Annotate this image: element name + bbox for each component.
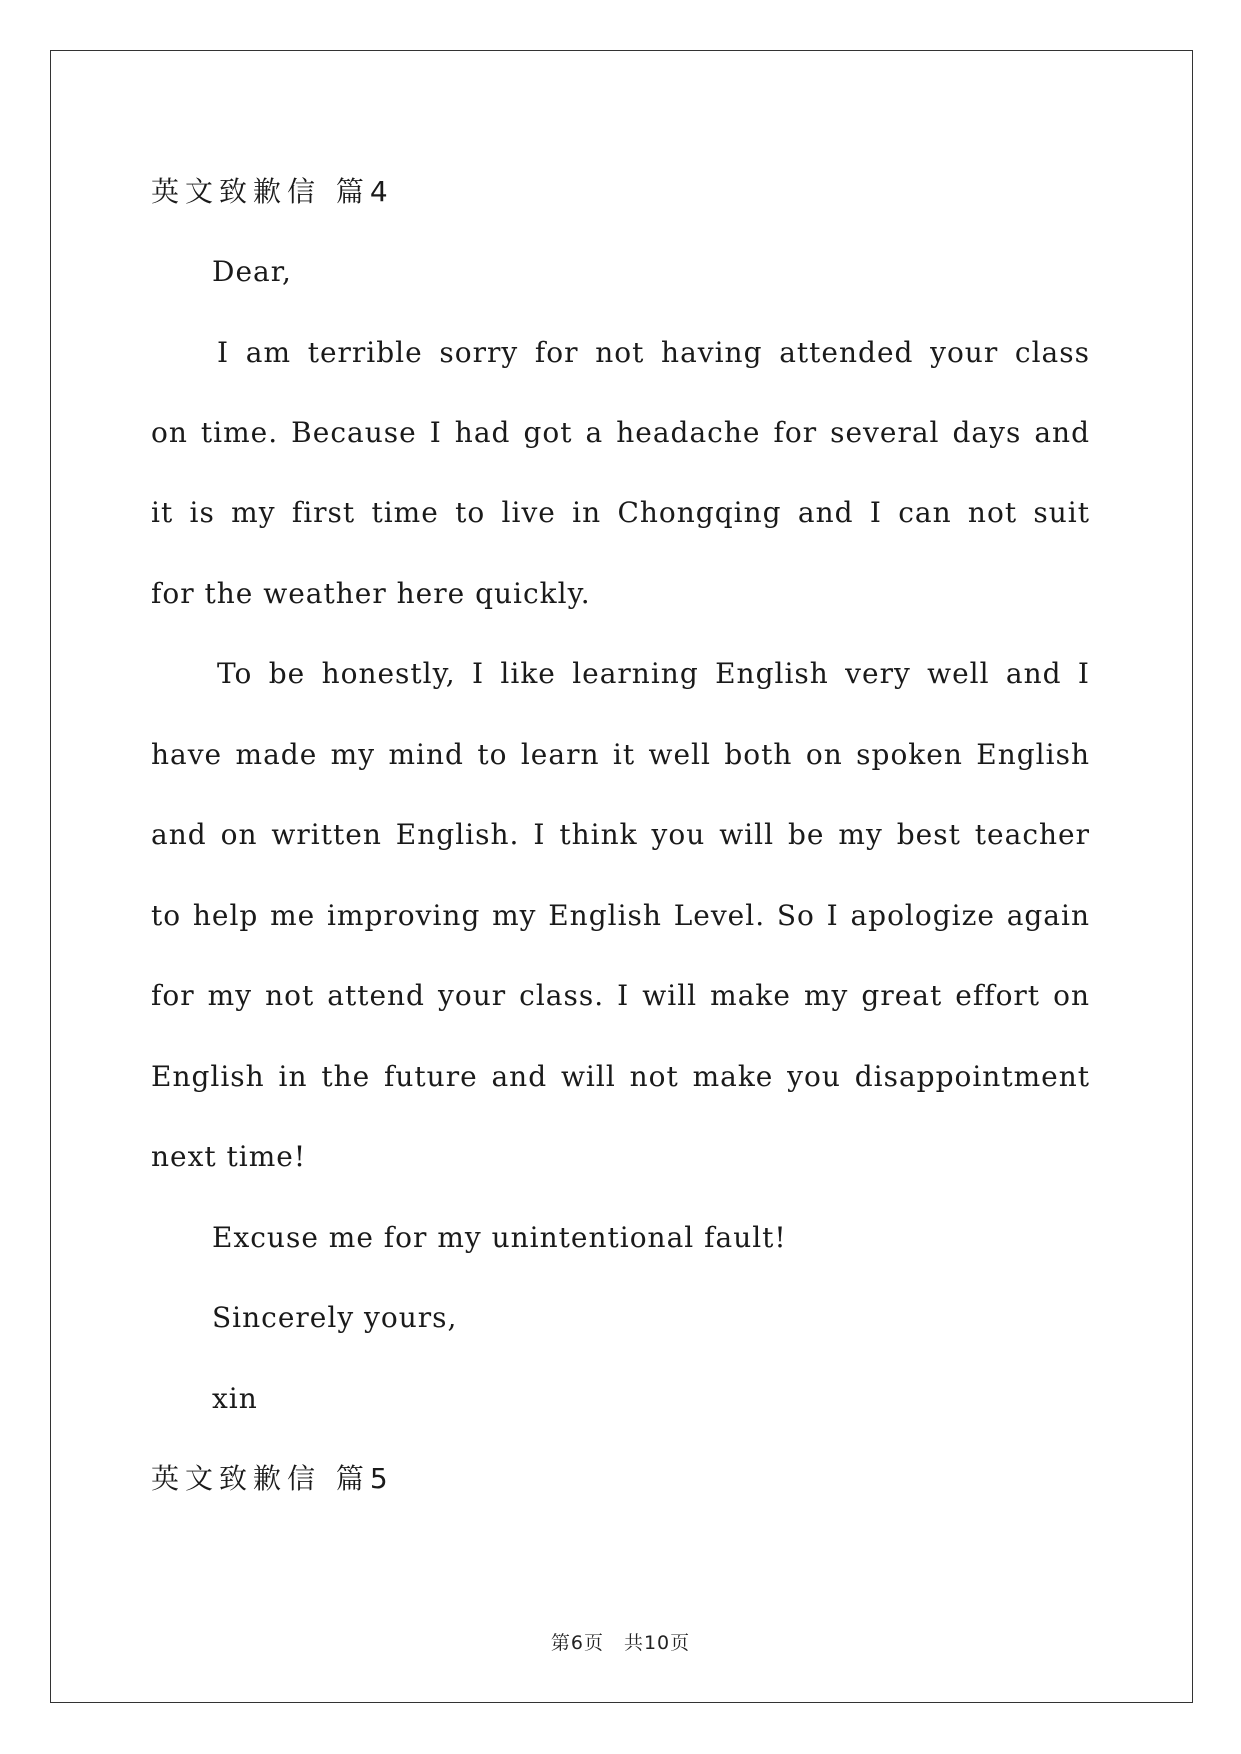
paragraph-1-line-3: it is my first time to live in Chongqing and I can not suit	[151, 496, 1090, 529]
paragraph-2-line-2: have made my mind to learn it well both on spoken English	[151, 738, 1090, 771]
greeting: Dear,	[212, 255, 292, 288]
signature: xin	[212, 1382, 258, 1415]
paragraph-2-line-5: for my not attend your class. I will make my great effort on	[151, 979, 1090, 1012]
paragraph-2-line-6: English in the future and will not make you disappointment	[151, 1060, 1090, 1093]
paragraph-1-line-1: I am terrible sorry for not having attended your class	[217, 336, 1090, 369]
paragraph-1-line-4: for the weather here quickly.	[151, 577, 591, 610]
sign-off: Sincerely yours,	[212, 1301, 458, 1334]
paragraph-2-line-7: next time!	[151, 1140, 307, 1173]
paragraph-2-line-1: To be honestly, I like learning English very well and I	[217, 657, 1090, 690]
page-border	[50, 50, 1193, 1703]
paragraph-1-line-2: on time. Because I had got a headache for several days and	[151, 416, 1090, 449]
section-heading-5: 英文致歉信 篇5	[151, 1462, 394, 1495]
page-number: 第6页 共10页	[550, 1632, 691, 1654]
page-footer	[0, 1628, 1241, 1655]
section-heading-4: 英文致歉信 篇4	[151, 175, 394, 208]
paragraph-2-line-3: and on written English. I think you will be my best teacher	[151, 818, 1090, 851]
paragraph-2-line-4: to help me improving my English Level. So I apologize again	[151, 899, 1090, 932]
closing-line: Excuse me for my unintentional fault!	[212, 1221, 787, 1254]
